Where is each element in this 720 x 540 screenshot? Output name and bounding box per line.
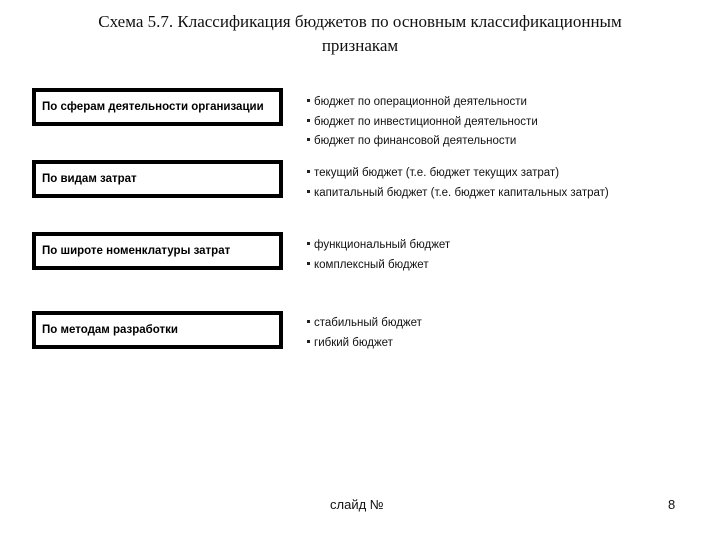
- list-item: бюджет по операционной деятельности: [307, 95, 538, 115]
- budget-list-spheres: [307, 95, 538, 154]
- category-label: По методам разработки: [42, 324, 178, 336]
- list-item: текущий бюджет (т.е. бюджет текущих затрат): [307, 166, 609, 186]
- category-label: По сферам деятельности организации: [42, 101, 264, 113]
- bullet-icon: [307, 138, 310, 141]
- list-item: гибкий бюджет: [307, 336, 422, 356]
- list-item: комплексный бюджет: [307, 258, 450, 278]
- bullet-icon: [307, 242, 310, 245]
- list-item: стабильный бюджет: [307, 316, 422, 336]
- category-box-spheres: [32, 88, 283, 126]
- category-label: По видам затрат: [42, 173, 137, 185]
- slide-number: 8: [668, 497, 676, 512]
- list-item: бюджет по инвестиционной деятельности: [307, 115, 538, 135]
- bullet-icon: [307, 262, 310, 265]
- list-item: капитальный бюджет (т.е. бюджет капитальных затрат): [307, 186, 609, 206]
- bullet-icon: [307, 99, 310, 102]
- budget-list-methods: [307, 316, 422, 355]
- bullet-icon: [307, 119, 310, 122]
- list-item: функциональный бюджет: [307, 238, 450, 258]
- category-box-nomenclature: [32, 232, 283, 270]
- bullet-icon: [307, 320, 310, 323]
- title-line-1: Схема 5.7. Классификация бюджетов по основным классификационным: [98, 12, 622, 31]
- list-item: бюджет по финансовой деятельности: [307, 134, 538, 154]
- category-box-methods: [32, 311, 283, 349]
- budget-list-nomenclature: [307, 238, 450, 277]
- category-label: По широте номенклатуры затрат: [42, 245, 231, 257]
- diagram-title: [60, 10, 660, 58]
- slide-label: слайд №: [330, 497, 384, 512]
- bullet-icon: [307, 190, 310, 193]
- bullet-icon: [307, 340, 310, 343]
- bullet-icon: [307, 170, 310, 173]
- title-line-2: признакам: [321, 36, 399, 55]
- budget-list-cost-types: [307, 166, 609, 205]
- category-box-cost-types: [32, 160, 283, 198]
